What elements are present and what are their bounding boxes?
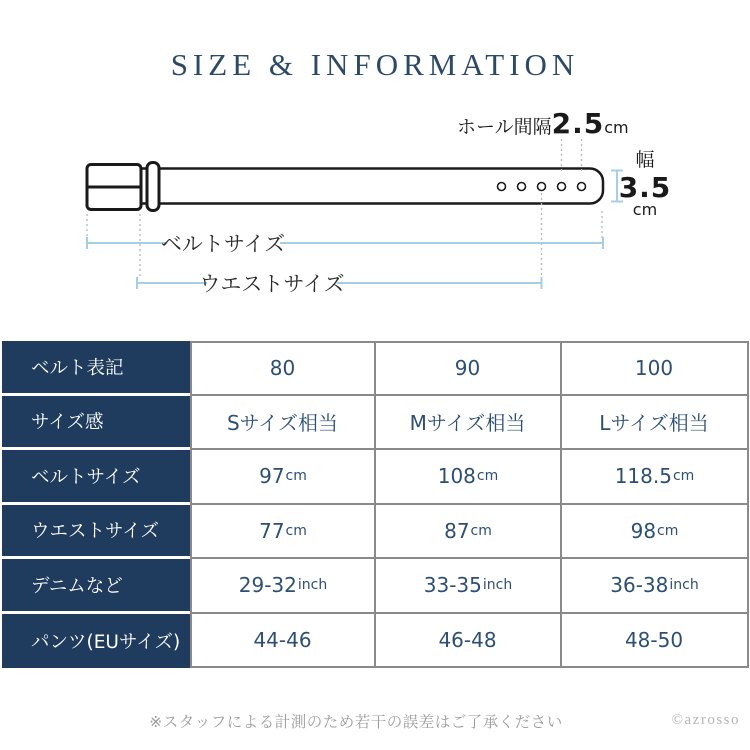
hole-gap-unit: cm [604,118,629,137]
table-cell [562,559,749,614]
cell-unit: cm [285,468,307,485]
cell-value: 90 [454,356,481,381]
cell-value: Mサイズ相当 [409,411,526,436]
table-cell [190,450,376,505]
table-cell [190,559,376,614]
cell-value: Sサイズ相当 [226,411,339,436]
cell-value: 36-38 [610,573,669,598]
size-table [2,341,749,668]
waist-size-label: ウエストサイズ [199,272,345,296]
cell-unit: cm [470,522,492,539]
cell-unit: cm [672,468,695,485]
hole-gap-prefix: ホール間隔 [457,116,552,138]
belt-hole [558,183,566,191]
table-cell [376,341,562,396]
cell-value: 98 [630,518,657,543]
table-cell [190,505,376,560]
cell-value: 29-32 [238,573,297,598]
cell-unit: inch [669,577,699,594]
table-cell [190,614,376,669]
belt-hole [578,183,586,191]
row-header-belt-size: ベルトサイズ [2,450,190,505]
cell-value: 48-50 [624,627,684,652]
belt-drawing [87,163,603,211]
table-cell [376,614,562,669]
cell-value: 46-48 [438,627,497,652]
row-header-waist-size: ウエストサイズ [2,505,190,560]
cell-unit: inch [297,577,328,594]
cell-unit: cm [476,468,499,485]
table-cell [190,341,376,396]
cell-value: 80 [269,356,296,381]
table-cell [190,396,376,451]
belt-diagram [0,95,750,330]
row-header-pants-eu: パンツ(EUサイズ) [2,614,190,669]
belt-keeper [147,163,159,211]
cell-value: Lサイズ相当 [599,411,709,436]
cell-value: 33-35 [423,573,482,598]
cell-value: 97 [259,464,285,489]
belt-hole [538,183,546,191]
brand-watermark: ©azrosso [671,712,740,728]
page-title: SIZE & INFORMATION [170,47,580,82]
cell-value: 100 [634,356,674,381]
cell-value: 108 [437,464,476,489]
width-unit: cm [632,200,658,219]
table-cell [562,450,749,505]
cell-unit: inch [482,577,513,594]
width-label: 幅 [635,149,655,171]
hole-gap-label [457,107,629,140]
cell-value: 87 [444,518,470,543]
width-value: 3.5 [618,171,672,204]
cell-unit: cm [285,522,307,539]
belt-strap [138,169,603,204]
cell-value: 77 [259,518,285,543]
table-cell [562,505,749,560]
belt-hole [498,183,506,191]
cell-unit: cm [657,522,679,539]
table-cell [376,559,562,614]
row-header-size-feel: サイズ感 [2,396,190,451]
belt-hole [518,183,526,191]
row-header-belt-notation: ベルト表記 [2,341,190,396]
hole-gap-value: 2.5 [551,107,605,140]
cell-value: 44-46 [253,627,312,652]
table-cell [562,396,749,451]
guide-lines [87,139,602,279]
cell-value: 118.5 [614,464,672,489]
table-cell [562,614,749,669]
table-cell [376,396,562,451]
table-cell [376,505,562,560]
belt-size-label: ベルトサイズ [160,232,286,256]
table-cell [562,341,749,396]
table-cell [376,450,562,505]
measurement-disclaimer: ※スタッフによる計測のため若干の誤差はご了承ください [149,713,563,731]
row-header-denim: デニムなど [2,559,190,614]
